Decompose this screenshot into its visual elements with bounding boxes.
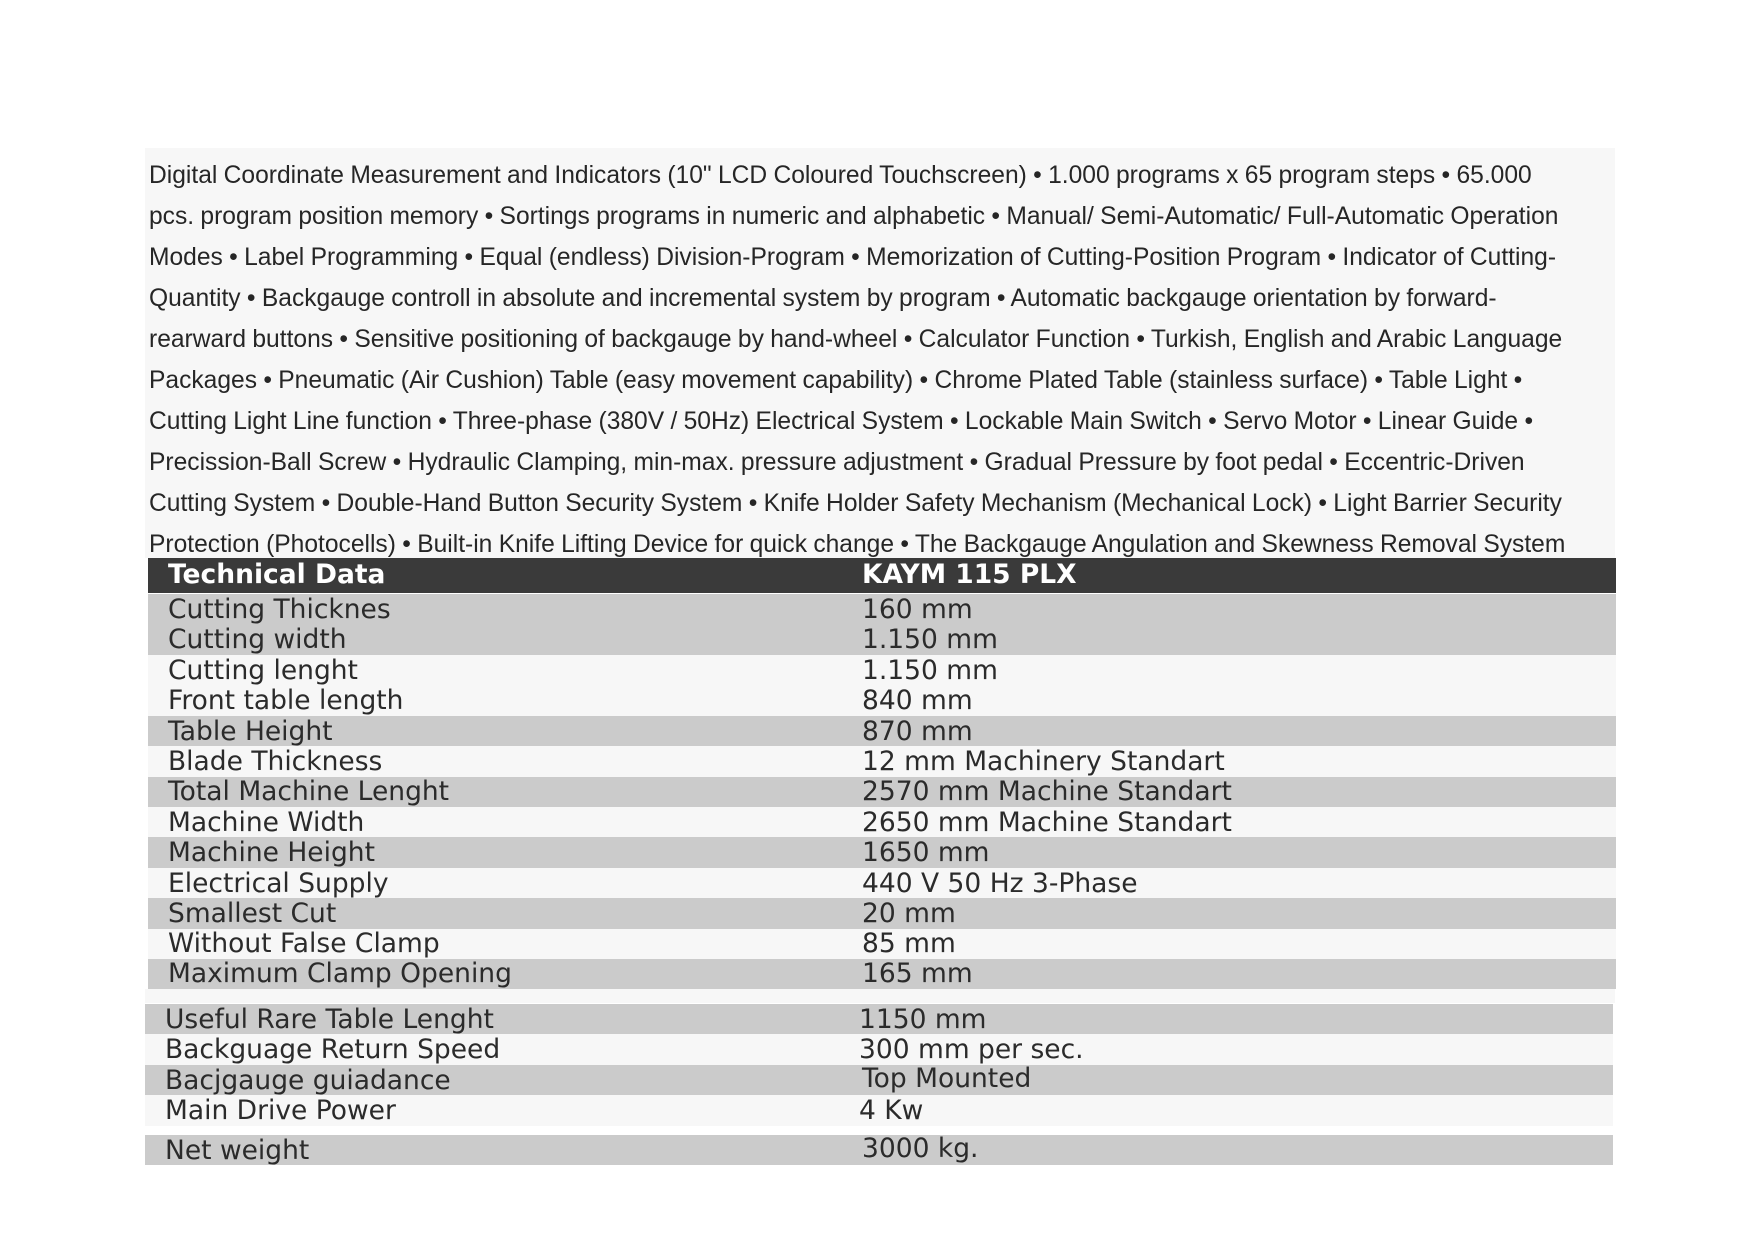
features-line: Modes • Label Programming • Equal (endless) Division-Program • Memorization of Cutting-Position Program • Indicator of Cutting-: [149, 244, 1557, 271]
table-row-label: Smallest Cut: [168, 898, 337, 929]
table-row-value: 2650 mm Machine Standart: [862, 807, 1232, 838]
table-row-value: 12 mm Machinery Standart: [862, 746, 1225, 777]
table-gap: [145, 989, 1615, 1003]
table-row-label: Main Drive Power: [165, 1095, 396, 1126]
table-row-label: Table Height: [168, 716, 333, 747]
features-line: Precission-Ball Screw • Hydraulic Clamping, min-max. pressure adjustment • Gradual Pressure by foot pedal • Eccentric-Driven: [149, 449, 1525, 476]
table-row-label: Cutting width: [168, 624, 347, 655]
features-line: rearward buttons • Sensitive positioning of backgauge by hand-wheel • Calculator Function • Turkish, English and Arabic Language: [149, 326, 1563, 353]
table-row-label: Cutting Thicknes: [168, 594, 391, 625]
table-row-value: 1.150 mm: [862, 655, 998, 686]
table-row-value: 165 mm: [862, 958, 973, 989]
table-row-label: Total Machine Lenght: [168, 776, 450, 807]
table-row-value: 20 mm: [862, 898, 956, 929]
table-header-label: Technical Data: [168, 559, 386, 590]
features-line: pcs. program position memory • Sortings programs in numeric and alphabetic • Manual/ Semi-Automatic/ Full-Automatic Operation: [149, 203, 1559, 230]
table-row-label: Without False Clamp: [168, 928, 440, 959]
table-row-label: Machine Height: [168, 837, 375, 868]
features-line: Protection (Photocells) • Built-in Knife Lifting Device for quick change • The Backgauge Angulation and Skewness Removal System: [149, 531, 1566, 558]
table-row-label: Machine Width: [168, 807, 365, 838]
table-row-value: 440 V 50 Hz 3-Phase: [862, 868, 1138, 899]
table-row-label: Net weight: [165, 1135, 310, 1166]
table-row-value: 1150 mm: [859, 1004, 987, 1035]
table-row-label: Backguage Return Speed: [165, 1034, 501, 1065]
table-header-model: KAYM 115 PLX: [862, 559, 1077, 590]
table-row-value: 3000 kg.: [862, 1133, 979, 1164]
features-line: Cutting Light Line function • Three-phase (380V / 50Hz) Electrical System • Lockable Main Switch • Servo Motor • Linear Guide •: [149, 408, 1534, 435]
table-row-value: 2570 mm Machine Standart: [862, 776, 1232, 807]
features-line: Packages • Pneumatic (Air Cushion) Table (easy movement capability) • Chrome Plated Table (stainless surface) • Table Light •: [149, 367, 1523, 394]
table-row-value: 160 mm: [862, 594, 973, 625]
features-text: [149, 155, 1619, 565]
features-line: Digital Coordinate Measurement and Indicators (10" LCD Coloured Touchscreen) • 1.000 programs x 65 program steps • 65.000: [149, 162, 1532, 189]
table-row-label: Front table length: [168, 685, 404, 716]
table-row-label: Blade Thickness: [168, 746, 383, 777]
table-row-value: 870 mm: [862, 716, 973, 747]
table-row-value: 300 mm per sec.: [859, 1034, 1084, 1065]
table-row-value: 1.150 mm: [862, 624, 998, 655]
table-row-label: Bacjgauge guiadance: [165, 1065, 451, 1096]
table-row-label: Electrical Supply: [168, 868, 389, 899]
table-row-label: Maximum Clamp Opening: [168, 958, 512, 989]
table-header: [148, 558, 1616, 593]
table-row-label: Cutting lenght: [168, 655, 358, 686]
table-row-value: Top Mounted: [862, 1063, 1032, 1094]
table-row-value: 4 Kw: [859, 1095, 924, 1126]
features-line: Quantity • Backgauge controll in absolute and incremental system by program • Automatic backgauge orientation by forward-: [149, 285, 1497, 312]
table-row-value: 85 mm: [862, 928, 956, 959]
table-row-value: 840 mm: [862, 685, 973, 716]
table-row-label: Useful Rare Table Lenght: [165, 1004, 494, 1035]
features-line: Cutting System • Double-Hand Button Security System • Knife Holder Safety Mechanism (Mechanical Lock) • Light Barrier Security: [149, 490, 1562, 517]
table-row-value: 1650 mm: [862, 837, 990, 868]
